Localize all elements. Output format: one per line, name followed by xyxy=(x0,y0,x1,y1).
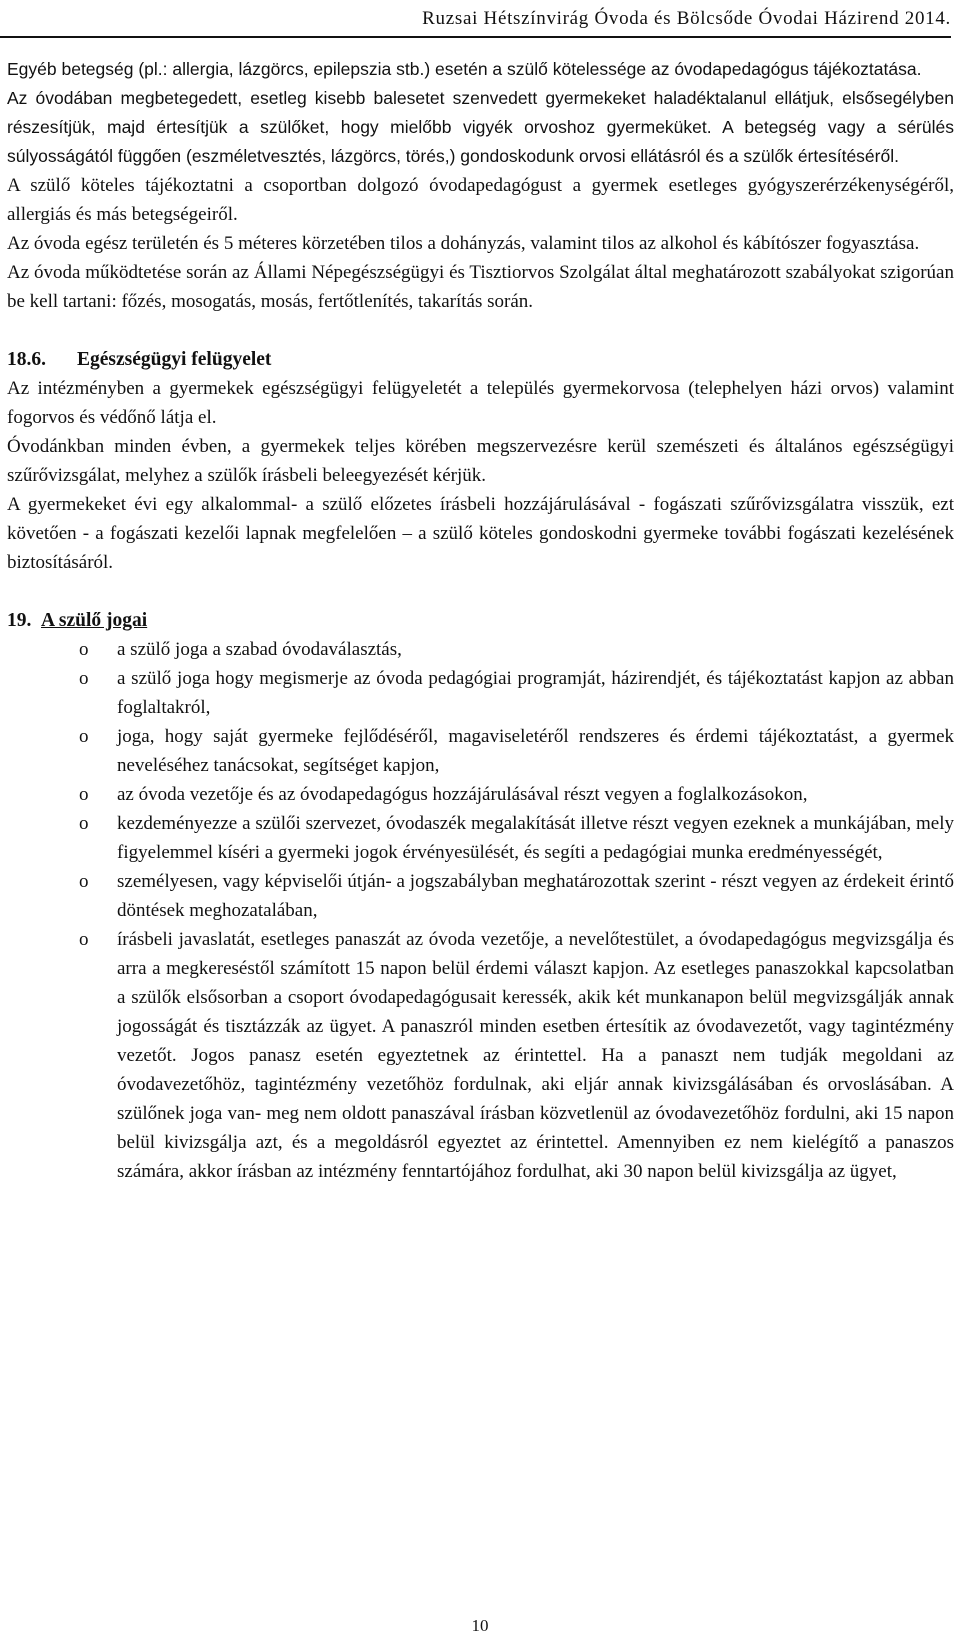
page-footer xyxy=(0,1616,960,1636)
bullet-o: o xyxy=(79,784,89,805)
section-heading-18-6 xyxy=(7,345,954,374)
paragraph: Az óvoda működtetése során az Állami Népegészségügyi és Tisztiorvos Szolgálat által meghatározott szabályokat szigorúan be kell tartani: főzés, mosogatás, mosás, fertőtlenítés, takarítás során. xyxy=(7,262,954,312)
paragraph: A gyermekeket évi egy alkalommal- a szülő előzetes írásbeli hozzájárulásával - fogászati szűrővizsgálatra visszük, ezt követően - a fogászati kezelői lapnak megfelelően – a szülő köteles gondoskodni gyermeke további fogászati kezelésének biztosításáról. xyxy=(7,494,954,573)
list-item xyxy=(7,925,954,1186)
page-number: 10 xyxy=(471,1616,489,1635)
list-item xyxy=(7,867,954,925)
bullet-o: o xyxy=(79,668,89,689)
bullet-o: o xyxy=(79,813,89,834)
list-item-text: a szülő joga a szabad óvodaválasztás, xyxy=(117,639,402,660)
section-title: Egészségügyi felügyelet xyxy=(77,349,272,370)
list-item xyxy=(7,635,954,664)
bullet-o: o xyxy=(79,639,89,660)
paragraph: Óvodánkban minden évben, a gyermekek teljes körében megszervezésre kerül szemészeti és általános egészségügyi szűrővizsgálat, melyhez a szülők írásbeli beleegyezését kérjük. xyxy=(7,436,954,486)
list-item xyxy=(7,664,954,722)
section-number: 18.6. xyxy=(7,349,46,370)
paragraph: Az intézményben a gyermekek egészségügyi felügyeletét a település gyermekorvosa (telephelyen házi orvos) valamint fogorvos és védőnő látja el. xyxy=(7,378,954,428)
list-item-text: az óvoda vezetője és az óvodapedagógus hozzájárulásával részt vegyen a foglalkozásokon, xyxy=(117,784,808,805)
page-body xyxy=(7,55,954,1186)
paragraph: Az óvodában megbetegedett, esetleg kisebb balesetet szenvedett gyermekeket haladéktalanul ellátjuk, elsősegélyben részesítjük, majd értesítjük a szülőket, hogy mielőbb vigyék orvoshoz gyermeküket. A betegség vagy a sérülés súlyosságától függően (eszméletvesztés, lázgörcs, törés,) gondoskodunk orvosi ellátásról és a szülők értesítéséről. xyxy=(7,88,954,166)
bullet-o: o xyxy=(79,929,89,950)
list-item-text: a szülő joga hogy megismerje az óvoda pedagógiai programját, házirendjét, és tájékoztatást kapjon az abban foglaltakról, xyxy=(117,668,954,718)
bullet-o: o xyxy=(79,871,89,892)
list-item-text: személyesen, vagy képviselői útján- a jogszabályban meghatározottak szerint - részt vegyen az érdekeit érintő döntések meghozatalában, xyxy=(117,871,954,921)
section-heading-19 xyxy=(7,606,954,635)
list-item-text: joga, hogy saját gyermeke fejlődéséről, magaviseletéről rendszeres és érdemi tájékoztatást, a gyermek neveléséhez tanácsokat, segítséget kapjon, xyxy=(117,726,954,776)
rights-list xyxy=(7,635,954,1186)
header-title: Ruzsai Hétszínvirág Óvoda és Bölcsőde Óvodai Házirend 2014. xyxy=(422,8,951,29)
section-number: 19. xyxy=(7,610,32,631)
page-header xyxy=(0,8,951,38)
bullet-o: o xyxy=(79,726,89,747)
paragraph: A szülő köteles tájékoztatni a csoportban dolgozó óvodapedagógust a gyermek esetleges gyógyszerérzékenységéről, allergiás és más betegségeiről. xyxy=(7,175,954,225)
list-item-text: írásbeli javaslatát, esetleges panaszát az óvoda vezetője, a nevelőtestület, a óvodapedagógus megvizsgálja és arra a megkereséstől számított 15 napon belül érdemi választ kapjon. Az esetleges panaszokkal kapcsolatban a szülők elsősorban a csoport óvodapedagógusait keressék, akik két munkanapon belül megvizsgálják annak jogosságát és tisztázzák az ügyet. A panaszról minden esetben értesítik az óvodavezetőt, vagy tagintézmény vezetőt. Jogos panasz esetén egyeztetnek az érintettel. Ha a panaszt nem tudják megoldani az óvodavezetőhöz, tagintézmény vezetőhöz fordulnak, aki eljár annak kivizsgálásában és orvoslásában. A szülőnek joga van- meg nem oldott panaszával írásban közvetlenül az óvodavezetőhöz fordulni, aki 15 napon belül kivizsgálja azt, és a megoldásról egyeztet az érintettel. Amennyiben ez nem kielégítő a panaszos számára, akkor írásban az intézmény fenntartójához fordulhat, aki 30 napon belül kivizsgálja az ügyet, xyxy=(117,929,954,1182)
list-item-text: kezdeményezze a szülői szervezet, óvodaszék megalakítását illetve részt vegyen ezeknek a munkájában, mely figyelemmel kíséri a gyermeki jogok érvényesülését, és segíti a pedagógiai munka eredményességét, xyxy=(117,813,954,863)
section-title: A szülő jogai xyxy=(41,610,148,631)
list-item xyxy=(7,809,954,867)
list-item xyxy=(7,722,954,780)
paragraph: Egyéb betegség (pl.: allergia, lázgörcs, epilepszia stb.) esetén a szülő kötelessége az óvodapedagógus tájékoztatása. xyxy=(7,59,922,79)
paragraph: Az óvoda egész területén és 5 méteres körzetében tilos a dohányzás, valamint tilos az alkohol és kábítószer fogyasztása. xyxy=(7,233,920,254)
list-item xyxy=(7,780,954,809)
